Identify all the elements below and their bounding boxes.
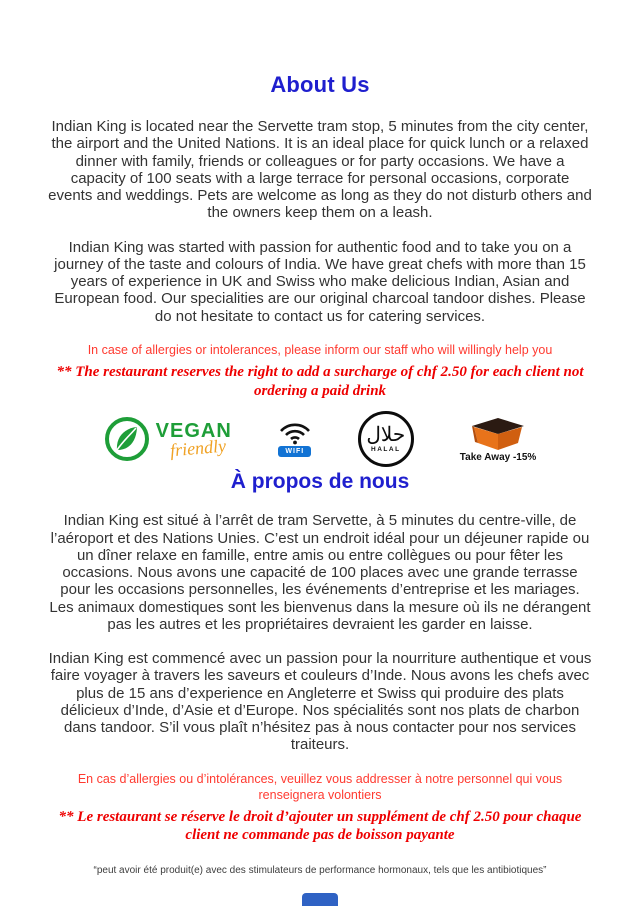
english-allergy-notice: In case of allergies or intolerances, please inform our staff who will willingly help you: [87, 342, 553, 357]
page-title-english: About Us: [270, 72, 370, 97]
halal-badge: [358, 411, 414, 467]
takeaway-box-icon: [465, 415, 531, 451]
english-paragraph-2: Indian King was started with passion for authentic food and to take you on a journey of the taste and colours of India. We have great chefs with more than 15 years of experience in UK and Swiss who make delicious Indian, Asian and European food. Our specialities are our original charcoal tandoor dishes. Please do not hesitate to contact us for catering services.: [54, 238, 586, 325]
badge-row: [48, 410, 592, 468]
hormone-disclaimer-footnote: “peut avoir été produit(e) avec des stimulateurs de performance hormonaux, tels que les antibiotiques”: [93, 865, 547, 876]
french-paragraph-1: Indian King est situé à l’arrêt de tram Servette, à 5 minutes du centre-ville, de l’aéroport et des Nations Unies. C’est un endroit idéal pour un déjeuner rapide ou un dîner relaxe en famille, entre amis ou entre collègues ou pour fêter les occasions. Nous avons une capacité de 100 places avec une grande terrasse pour les occasions personnelles, les événements d’entreprise et les mariages. Les animaux domestiques sont les bienvenus dans la mesure où ils ne dérangent pas les autres et les propriétaires devraient les garder en laisse.: [49, 512, 591, 633]
halal-arabic-text: حلال: [366, 424, 406, 447]
vegan-badge-text: [155, 420, 232, 461]
halal-label: HALAL: [371, 446, 401, 454]
halal-circle-icon: [358, 411, 414, 467]
page-title-french: À propos de nous: [230, 470, 410, 494]
wifi-badge: [278, 421, 312, 457]
english-paragraph-1: Indian King is located near the Servette tram stop, 5 minutes from the city center, the airport and the United Nations. It is an ideal place for quick lunch or a relaxed dinner with family, friends or colleagues or for party occasions. We have a capacity of 100 seats with a large terrace for personal occasions, corporate events and weddings. Pets are welcome as long as they do not disturb others and the owners keep them on a leash.: [48, 118, 592, 222]
partial-footer-button[interactable]: [302, 893, 338, 906]
vegan-word: VEGAN: [155, 420, 232, 443]
french-surcharge-notice: ** Le restaurant se réserve le droit d’ajouter un supplément de chf 2.50 pour chaque client ne commande pas de boisson payante: [58, 808, 582, 844]
vegan-friendly-badge: [104, 416, 232, 462]
english-surcharge-notice: ** The restaurant reserves the right to add a surcharge of chf 2.50 for each client not ordering a paid drink: [56, 363, 584, 399]
wifi-icon: [278, 421, 312, 445]
french-allergy-notice: En cas d’allergies ou d’intolérances, veuillez vous addresser à notre personnel qui vous renseignera volontiers: [77, 771, 563, 802]
french-paragraph-2: Indian King est commencé avec un passion pour la nourriture authentique et vous faire voyager à travers les saveurs et couleurs d’Inde. Nous avons les chefs avec plus de 15 ans d’experience en Angleterre et Swiss qui produire des plats délicieux d’Inde, d’Asie et d’Europe. Nos spécialités sont nos plats de charbon dans tandoor. S’il vous plaît n’hésitez pas à nous contacter pour nos services traiteurs.: [48, 650, 592, 754]
takeaway-badge: [460, 415, 537, 463]
wifi-label: WIFI: [278, 446, 311, 457]
friendly-word: friendly: [168, 435, 227, 461]
vegan-leaf-icon: [104, 416, 150, 462]
takeaway-label: Take Away -15%: [459, 452, 537, 464]
